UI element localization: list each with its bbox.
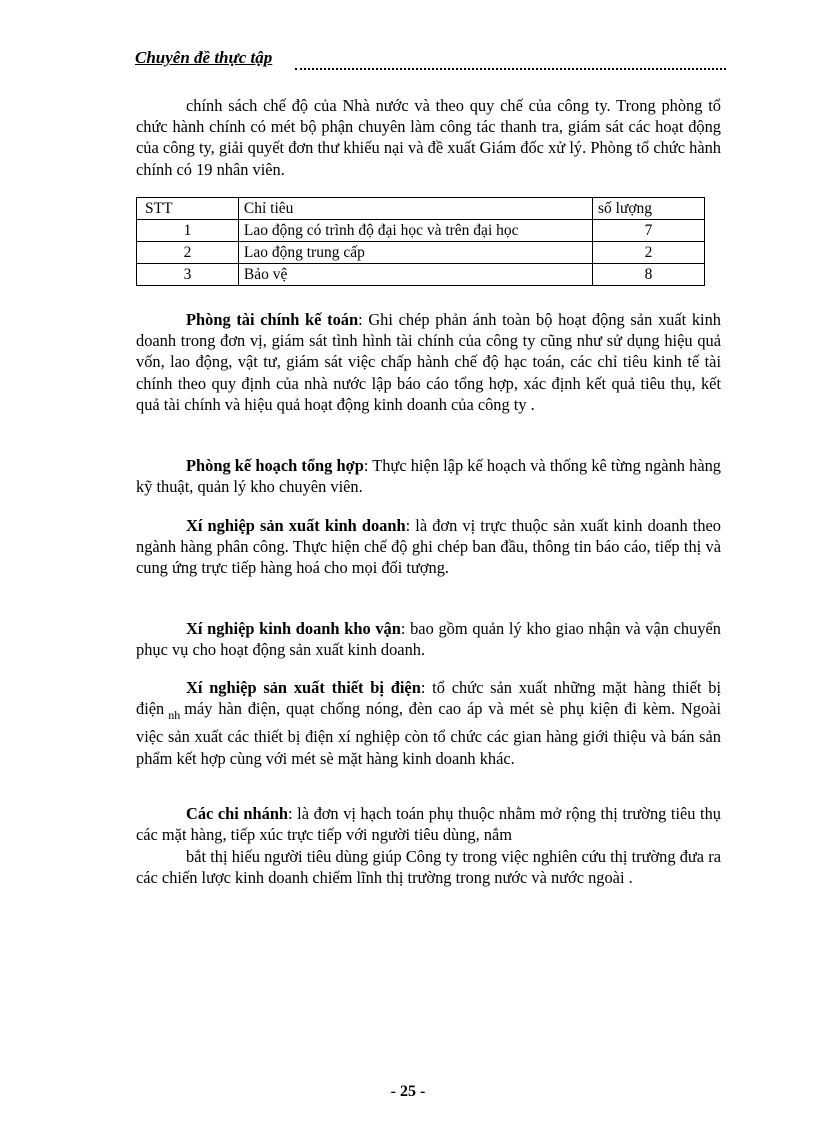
row-label: Lao động có trình độ đại học và trên đại học	[238, 220, 592, 242]
header-title: Chuyên đề thực tập	[135, 48, 273, 67]
row-stt: 2	[137, 242, 239, 264]
row-stt: 1	[137, 220, 239, 242]
row-label: Bảo vệ	[238, 264, 592, 286]
section-body-subscript: nh	[168, 708, 181, 723]
section-body: : bao gồm quản lý kho giao nhận và vận chuyển phục vụ cho hoạt động sản xuất kinh doanh.	[136, 619, 721, 660]
row-count: 7	[593, 220, 705, 242]
column-header-indicator: Chỉ tiêu	[238, 198, 592, 220]
row-count: 2	[593, 242, 705, 264]
table-row	[137, 242, 705, 264]
page-number: - 25 -	[390, 1083, 426, 1100]
section-title: Phòng kế hoạch tổng hợp	[186, 456, 364, 475]
section-accounting	[136, 309, 721, 415]
row-count: 8	[593, 264, 705, 286]
staff-table	[136, 197, 705, 286]
table-header-row	[137, 198, 705, 220]
section-planning	[136, 455, 721, 497]
table-row	[137, 264, 705, 286]
section-body: : Ghi chép phản ánh toàn bộ hoạt động sản xuất kinh doanh trong đơn vị, giám sát tình hình tài chính của công ty cũng như sử dụng hiệu quả vốn, lao động, vật tư, giám sát việc chấp hành chế độ hạc toán, các chỉ tiêu kinh tế tài chính theo quy định của nhà nước lập báo cáo tổng hợp, xác định kết quả tiêu thụ, kết quả tài chính và hiệu quả hoạt động kinh doanh của công ty .	[136, 310, 721, 414]
section-branches-continued: bắt thị hiếu người tiêu dùng giúp Công ty trong việc nghiên cứu thị trường đưa ra các chiến lược kinh doanh chiếm lĩnh thị trường trong nước và nước ngoài .	[136, 847, 721, 888]
section-body: : là đơn vị hạch toán phụ thuộc nhằm mở rộng thị trường tiêu thụ các mặt hàng, tiếp xúc trực tiếp với người tiêu dùng, nắm	[136, 804, 721, 845]
table-row	[137, 220, 705, 242]
section-body: : Thực hiện lập kế hoạch và thống kê từng ngành hàng kỹ thuật, quản lý kho chuyên viên.	[136, 456, 721, 497]
section-warehouse-logistics	[136, 618, 721, 660]
section-production-business	[136, 515, 721, 579]
section-branches	[136, 803, 721, 845]
section-title: Xí nghiệp kinh doanh kho vận	[186, 619, 401, 638]
column-header-stt: STT	[137, 198, 239, 220]
section-title: Xí nghiệp sản xuất kinh doanh	[186, 516, 406, 535]
section-electrical-equipment	[136, 677, 721, 769]
section-title: Xí nghiệp sản xuất thiết bị điện	[186, 678, 421, 697]
intro-paragraph: chính sách chế độ của Nhà nước và theo quy chế của công ty. Trong phòng tổ chức hành chính có mét bộ phận chuyên làm công tác thanh tra, giám sát các hoạt động của công ty, giải quyết đơn thư khiếu nại và đề xuất Giám đốc xử lý. Phòng tổ chức hành chính có 19 nhân viên.	[136, 96, 721, 179]
section-body: : là đơn vị trực thuộc sản xuất kinh doanh theo ngành hàng phân công. Thực hiện chế độ ghi chép ban đầu, thông tin báo cáo, tiếp thị và cung ứng trực tiếp hàng hoá cho mọi đối tượng.	[136, 516, 721, 578]
row-stt: 3	[137, 264, 239, 286]
row-label: Lao động trung cấp	[238, 242, 592, 264]
section-body-part1: : tổ chức sản xuất những mặt hàng thiết bị điện	[136, 678, 721, 719]
section-title: Phòng tài chính kế toán	[186, 310, 359, 329]
section-body-part2: máy hàn điện, quạt chống nóng, đèn cao áp và mét sè phụ kiện đi kèm. Ngoài việc sản xuất các thiết bị điện xí nghiệp còn tổ chức các gian hàng giới thiệu và bán sản phẩm kết hợp cùng với mét sè mặt hàng kinh doanh khác.	[136, 699, 721, 768]
section-title: Các chi nhánh	[186, 804, 289, 823]
page-header	[135, 48, 726, 72]
header-dotted-rule	[295, 68, 726, 70]
column-header-quantity: số lượng	[593, 198, 705, 220]
